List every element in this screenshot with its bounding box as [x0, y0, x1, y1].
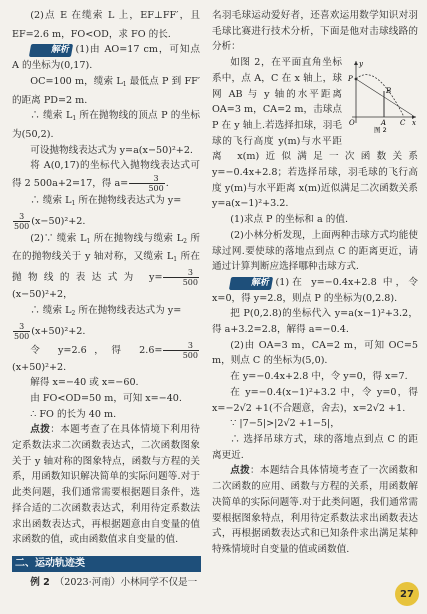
x-label: x [412, 119, 416, 128]
solution-step: 解析 (1)由 AO=17 cm，可知点 A 的坐标为(0,17). [12, 44, 200, 72]
fraction: $\frac{3}{500}$ [129, 174, 165, 193]
left-column [12, 8, 200, 591]
tip-paragraph: 点拨：本题结合具体情境考查了一次函数和二次函数的应用、函数与方程的关系，用函数解决简单的实际问题等.对于此类问题，我们通常需要根据图象特点，利用待定系数法求出函数表达式，再根据函数表达式和已知条件求出满足某种特殊情境时自变量的值或函数值. [212, 465, 418, 555]
solution-step: OC=100 m，缆索 $L_1$ 最低点 P 到 FF′ 的距离 PD=2 m. [12, 75, 201, 106]
solution-step: ∴ 缆索 $L_1$ 所在抛物线表达式为 y= [30, 195, 182, 208]
solution-step: 把 P(0,2.8)的坐标代入 y=a(x−1)²+3.2，得 a+3.2=2.8，解得 a=−0.4. [212, 308, 418, 336]
solution-badge: 解析 [229, 277, 274, 290]
fraction: $\frac{3}{500}$ [163, 268, 199, 287]
right-column [212, 8, 418, 558]
example-text: 如图 2，在平面直角坐标系中，点 A，C 在 x 轴上，球网 AB 与 y 轴的水平距离 OA=3 m，CA=2 m，击球点 P 在 y 轴上.若选择扣球，羽毛球的飞行高度 y(m)与水平距离 x(m)近似满足一次函数关系 y=−0.4x+2.8；若选择吊球，羽毛球的飞行高度 y(m)与水平距离 x(m)近似满足二次函数关系 y=a(x−1)²+3.2. [212, 57, 418, 210]
fraction: $\frac{3}{500}$ [14, 211, 30, 231]
solution-step: 可设抛物线表达式为 y=a(x−50)²+2. [30, 144, 193, 156]
solution-step: ∴ 缆索 $L_2$ 所在抛物线表达式为 y= [30, 304, 182, 317]
fraction: $\frac{3}{500}$ [14, 321, 30, 341]
drop-shot-curve [356, 75, 404, 117]
fraction: $\frac{3}{500}$ [163, 341, 199, 360]
origin-label: O [349, 119, 355, 128]
page-number: 27 [395, 582, 419, 606]
example-intro: 例 2 （2023·河南）小林同学不仅是一 [30, 576, 198, 588]
section-heading: 二、运动轨迹类 [12, 556, 201, 572]
solution-step: $\frac{3}{500}$ (x−50)²+2. [14, 211, 86, 231]
point-c-label: C [400, 119, 406, 128]
tip-label: 点拨 [30, 424, 51, 436]
solution-step: 在 y=−0.4x+2.8 中，令 y=0，得 x=7. [230, 371, 408, 383]
figure-caption: 图 2 [374, 126, 387, 134]
point-p-label: P [348, 75, 353, 84]
question-part-2: (2)点 E 在缆索 L 上，EF⊥FF′，且 EF=2.6 m，FO<OD，求 FO 的长. [12, 10, 200, 40]
solution-step: 解得 x=−40 或 x=−60. [30, 377, 139, 389]
point-a-label: A [381, 119, 387, 128]
example-text: 名羽毛球运动爱好者，还喜欢运用数学知识对羽毛球比赛进行技术分析，下面是他对击球线路的分析： [212, 10, 418, 53]
solution-step: ∴ FO 的长为 40 m. [30, 408, 117, 420]
solution-step: 在 y=−0.4(x−1)²+3.2 中，令 y=0，得 x=−2√2 +1(不合题意，舍去)，x=2√2 +1. [212, 386, 418, 414]
coordinate-diagram [346, 57, 418, 133]
example-question: (1)求点 P 的坐标和 a 的值. [230, 214, 348, 226]
solution-badge: 解析 [29, 44, 74, 57]
point-b-label: B [386, 87, 392, 96]
solution-step: ∴ 缆索 $L_1$ 所在抛物线的顶点 P 的坐标为(50,2). [12, 110, 200, 140]
y-label: y [359, 60, 363, 69]
solution-step: $\frac{3}{500}$ (x+50)²+2. [14, 321, 86, 341]
example-question: (2)小林分析发现，上面两种击球方式均能使球过网.要使球的落地点到点 C 的距离更近，请通过计算判断应选择哪种击球方式. [212, 229, 418, 273]
solution-step: ∵ |7−5|>|2√2 +1−5|， [230, 418, 340, 430]
solution-step: ∴ 选择吊球方式，球的落地点到点 C 的距离更近. [212, 433, 418, 461]
solution-step: 将 A(0,17)的坐标代入抛物线表达式可得 2 500a+2=17，得 a= $\frac{3}{500}$ . [12, 160, 200, 194]
tip-paragraph: 点拨：本题考查了在具体情境下利用待定系数法求二次函数表达式，二次函数图象关于 y 轴对称的图象特点，函数与方程的关系，用函数知识解决简单的实际问题等.对于此类问题，我们通常需要根据题目条件，选择合适的二次函数表达式，利用待定系数法求出函数表达式，再根据题意由自变量的值求函数的值，或由函数值求自变量的值. [12, 424, 201, 546]
solution-step: 解析 (1)在 y=−0.4x+2.8 中，令 x=0，得 y=2.8，则点 P 的坐标为(0,2.8). [212, 276, 418, 304]
solution-step: (2)∵ 缆索 $L_1$ 所在抛物线与缆索 $L_2$ 所在的抛物线关于 y 轴对称，又缆索 $L_1$ 所在抛物线的表达式为 y= $\frac{3}{500}$ (x−50)²+2， [12, 232, 200, 301]
solution-step: 令 y=2.6，得 2.6= $\frac{3}{500}$ (x+50)²+2. [12, 340, 198, 373]
solution-step: (2)由 OA=3 m，CA=2 m，可知 OC=5 m，则点 C 的坐标为(5,0). [212, 339, 418, 367]
solution-step: 由 FO<OD=50 m，可知 x=−40. [30, 392, 182, 404]
tip-label: 点拨 [230, 465, 251, 477]
figure-2 [346, 57, 418, 133]
example-label: 例 2 [30, 576, 50, 588]
